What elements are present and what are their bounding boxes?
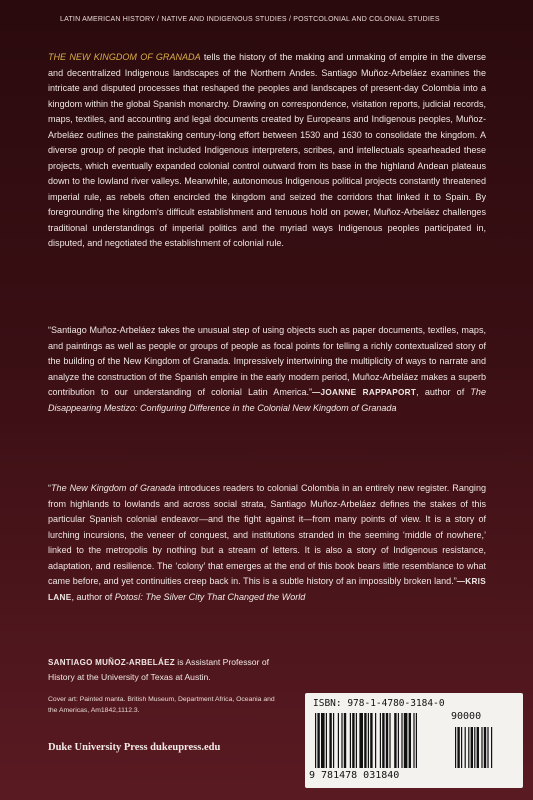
barcode-addon-stripe bbox=[484, 727, 486, 768]
description-body: tells the history of the making and unmaking of empire in the diverse and decentralized Indigenous landscapes of the Northern Andes. Santiago Muñoz-Arbeláez examines the intricate and disputed processes that reshaped the peoples and landscapes of present-day Colombia into a kingdom within the global Spanish monarchy. Drawing on correspondence, visitation reports, judicial records, maps, textiles, and accounting and legal documents created by Europeans and Indigenous peoples, Muñoz-Arbeláez outlines the painstaking century-long effort between 1530 and 1630 to consolidate the kingdom. A diverse group of people that included Indigenous interpreters, scribes, and intellectuals spearheaded these projects, which eventually expanded colonial control outward from its base in the highland Andean plateaus down to the lowland river valleys. Meanwhile, autonomous Indigenous political projects constantly threatened imperial rule, as rebels often encircled the kingdom and seized the corridors that linked it to Spain. By foregrounding the kingdom's difficult establishment and tenuous hold on power, Muñoz-Arbeláez challenges traditional understandings of imperial politics and the myriad ways Indigenous peoples participated in, disputed, and negotiated the establishment of colonial rule. bbox=[48, 52, 486, 248]
blurb-author-tail: , author of bbox=[416, 387, 471, 397]
barcode-stripe bbox=[398, 713, 399, 768]
barcode-stripe bbox=[317, 713, 319, 768]
barcode-stripe bbox=[356, 713, 357, 768]
barcode-stripe bbox=[338, 713, 339, 768]
author-bio bbox=[48, 655, 288, 684]
barcode-stripe bbox=[352, 713, 354, 768]
barcode-stripe bbox=[375, 713, 376, 768]
barcode-stripe bbox=[413, 713, 414, 768]
publisher-imprint: Duke University Press dukeupress.edu bbox=[48, 742, 221, 753]
isbn-barcode bbox=[305, 693, 523, 788]
barcode-stripe bbox=[329, 713, 331, 768]
author-bio-text: is Assistant Professor of History at the University of Texas at Austin. bbox=[48, 657, 269, 682]
blurb-work: Potosí: The Silver City That Changed the World bbox=[114, 591, 306, 602]
barcode-addon-stripe bbox=[487, 727, 488, 768]
book-title-ref: THE NEW KINGDOM OF GRANADA bbox=[48, 52, 201, 62]
barcode-bars bbox=[315, 713, 515, 771]
blurb-quote: “Santiago Muñoz-Arbeláez takes the unusual step of using objects such as paper documents, textiles, maps, and paintings as well as people or groups of people as focal points for telling a richly contextualized story of the building of the New Kingdom of Granada. Impressively intertwining the multiplicity of ways to narrate and analyze the construction of the Spanish empire in the early modern period, Muñoz-Arbeláez makes a superb contribution to our understanding of colonial Latin America.” bbox=[48, 325, 486, 397]
barcode-stripe bbox=[333, 713, 334, 768]
blurb-author: —JOANNE RAPPAPORT bbox=[312, 388, 417, 397]
barcode-stripe bbox=[404, 713, 408, 768]
barcode-stripe bbox=[326, 713, 327, 768]
barcode-stripe bbox=[401, 713, 402, 768]
barcode-addon-stripe bbox=[457, 727, 459, 768]
barcode-digits: 9 781478 031840 bbox=[309, 770, 400, 781]
barcode-stripe bbox=[321, 713, 325, 768]
barcode-stripe bbox=[341, 713, 342, 768]
barcode-addon: 90000 bbox=[451, 711, 482, 722]
subject-categories: LATIN AMERICAN HISTORY / NATIVE AND INDIGENOUS STUDIES / POSTCOLONIAL AND COLONIAL STUDIES bbox=[60, 16, 440, 23]
barcode-stripe bbox=[370, 713, 372, 768]
isbn-label: ISBN: 978-1-4780-3184-0 bbox=[313, 698, 445, 709]
barcode-stripe bbox=[359, 713, 363, 768]
barcode-stripe bbox=[416, 713, 417, 768]
barcode-stripe bbox=[380, 713, 381, 768]
barcode-stripe bbox=[382, 713, 384, 768]
barcode-addon-stripe bbox=[461, 727, 462, 768]
barcode-stripe bbox=[389, 713, 390, 768]
cover-art-credit: Cover art: Painted manta. British Museum, Department Africa, Oceania and the Americas, Am1842,1112.3. bbox=[48, 696, 275, 714]
barcode-addon-stripe bbox=[468, 727, 469, 768]
blurb-title-ref: The New Kingdom of Granada bbox=[51, 483, 176, 493]
barcode-stripe bbox=[409, 713, 411, 768]
barcode-stripe bbox=[394, 713, 396, 768]
blurb-lane bbox=[48, 481, 486, 605]
blurb-author-tail: , author of bbox=[71, 591, 115, 602]
blurb-author: —KRIS LANE bbox=[48, 577, 486, 602]
barcode-addon-stripe bbox=[465, 727, 466, 768]
blurb-rappaport bbox=[48, 323, 486, 416]
barcode-stripe bbox=[364, 713, 366, 768]
author-name: SANTIAGO MUÑOZ-ARBELÁEZ bbox=[48, 658, 175, 667]
blurb-work: The Disappearing Mestizo: Configuring Difference in the Colonial New Kingdom of Granada bbox=[48, 387, 486, 413]
barcode-stripe bbox=[315, 713, 316, 768]
blurb-quote: introduces readers to colonial Colombia in an entirely new register. Ranging from highlands to lowlands and across social strata, Santiago Muñoz-Arbeláez defines the stakes of this particular Spanish colonial endeavor—and the fight against it—from many points of view. It is a story of lurching incursions, the veneer of conquest, and institutions stranded in the seeming ‘middle of nowhere,’ linked to the metropolis by nothing but a stream of letters. It is also a story of Indigenous resistance, adaptation, and resilience. The ‘colony’ that emerges at the end of this book bears little resemblance to what came before, and yet continuities creep back in. This is a subtle history of an impossibly broken land.” bbox=[48, 483, 487, 586]
barcode-addon-stripe bbox=[455, 727, 456, 768]
barcode-addon-stripe bbox=[491, 727, 492, 768]
barcode-addon-stripe bbox=[477, 727, 479, 768]
barcode-stripe bbox=[350, 713, 351, 768]
blurb-open-quote: “ bbox=[48, 483, 52, 493]
barcode-addon-stripe bbox=[474, 727, 475, 768]
book-description bbox=[48, 50, 486, 252]
barcode-addon-stripe bbox=[471, 727, 473, 768]
barcode-stripe bbox=[344, 713, 346, 768]
barcode-addon-stripe bbox=[481, 727, 482, 768]
barcode-stripe bbox=[386, 713, 388, 768]
barcode-stripe bbox=[368, 713, 369, 768]
